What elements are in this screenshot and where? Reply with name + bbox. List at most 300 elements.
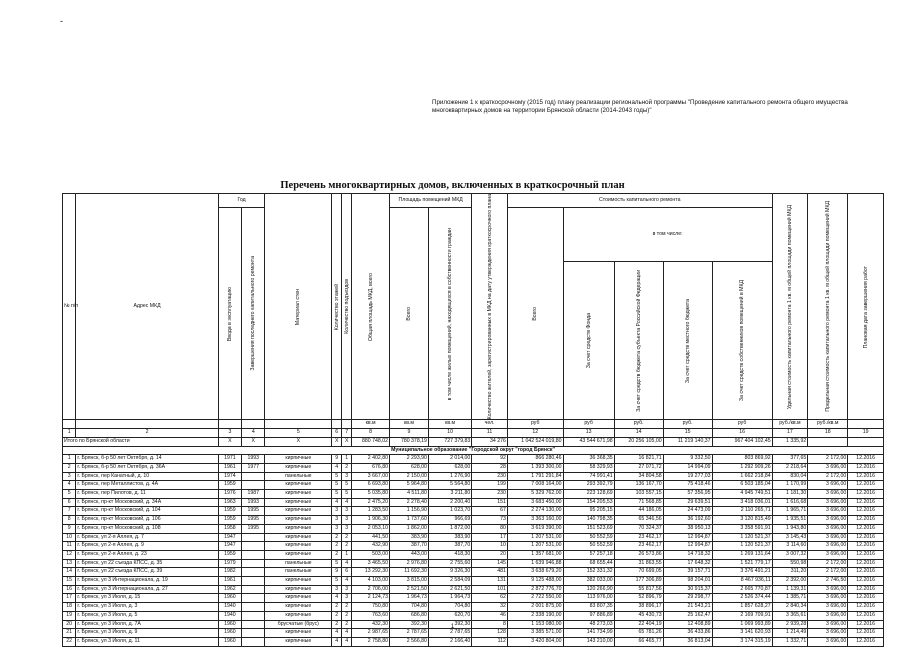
table-cell: 2 787,65: [428, 629, 471, 638]
table-cell: 71 568,85: [614, 498, 663, 507]
table-cell: 1 385,71: [772, 594, 808, 603]
table-cell: 1 964,73: [428, 594, 471, 603]
table-cell: 1940: [218, 603, 241, 612]
table-cell: 4 511,80: [390, 490, 429, 499]
table-cell: кирпичные: [265, 550, 332, 559]
table-cell: 143 210,00: [563, 637, 614, 646]
header-num: № п/п: [63, 194, 76, 420]
table-cell: 2 987,65: [352, 629, 390, 638]
table-cell: 8: [472, 620, 508, 629]
table-cell: 2 053,10: [352, 524, 390, 533]
table-cell: 3 174 315,19: [712, 637, 772, 646]
table-cell: 3 638 679,20: [507, 568, 563, 577]
table-cell: 803 869,92: [712, 455, 772, 464]
header-wall-text: Материал стен: [295, 288, 302, 325]
table-cell: 1 521 779,17: [712, 559, 772, 568]
table-cell: 1961: [218, 577, 241, 586]
table-cell: 3 696,00: [808, 463, 848, 472]
table-cell: 3 145,43: [772, 533, 808, 542]
table-cell: 66 465,77: [614, 637, 663, 646]
table-cell: 3 385 571,00: [507, 629, 563, 638]
table-cell: 11: [63, 542, 76, 551]
table-cell: 11 692,30: [390, 568, 429, 577]
table-cell: 75 418,46: [663, 481, 712, 490]
table-cell: 2: [332, 550, 342, 559]
table-cell: 65 781,26: [614, 629, 663, 638]
table-cell: 14: [63, 568, 76, 577]
unit-cell: руб.: [614, 420, 663, 429]
table-cell: 12: [63, 550, 76, 559]
table-cell: 22 404,19: [614, 620, 663, 629]
table-cell: 39 157,71: [663, 568, 712, 577]
column-number-cell: 11: [472, 429, 508, 438]
table-cell: 1 964,73: [390, 594, 429, 603]
houses-table: [62, 193, 884, 647]
table-cell: 12.2016: [848, 585, 884, 594]
table-cell: г. Брянск, пер Канатный, д. 10: [76, 472, 218, 481]
table-cell: 3: [63, 472, 76, 481]
table-cell: 17: [472, 533, 508, 542]
municipality-name: Муниципальное образование "Городской округ "город Брянск": [63, 446, 884, 455]
unit-cell: [63, 420, 76, 429]
table-cell: 3 696,00: [808, 490, 848, 499]
table-cell: [242, 577, 265, 586]
table-cell: 45 430,73: [614, 611, 663, 620]
table-cell: 1995: [242, 516, 265, 525]
table-cell: кирпичные: [265, 463, 332, 472]
table-cell: 5: [332, 490, 342, 499]
table-cell: 3: [342, 507, 352, 516]
table-cell: кирпичные: [265, 603, 332, 612]
table-cell: 676,80: [352, 463, 390, 472]
table-cell: 3: [332, 516, 342, 525]
page-number: 1: [450, 624, 455, 630]
table-cell: 377,65: [772, 455, 808, 464]
table-cell: [242, 542, 265, 551]
header-subject-budget-text: За счет средств бюджета субъекта Российской Федерации: [635, 270, 642, 412]
total-cell: 43 544 671,98: [563, 437, 614, 446]
table-cell: 36 433,86: [663, 629, 712, 638]
table-cell: 2 169 709,91: [712, 611, 772, 620]
table-cell: 9: [332, 455, 342, 464]
table-cell: г. Брянск, ул 3 Интернационала, д. 19: [76, 577, 218, 586]
table-cell: 30 915,37: [663, 585, 712, 594]
column-number-cell: 1: [63, 429, 76, 438]
table-cell: 1959: [218, 507, 241, 516]
table-cell: 392,30: [390, 620, 429, 629]
table-cell: 704,80: [428, 603, 471, 612]
table-cell: [242, 472, 265, 481]
table-cell: 74 991,41: [563, 472, 614, 481]
table-cell: 151 523,69: [563, 524, 614, 533]
table-cell: 4: [332, 594, 342, 603]
unit-cell: [242, 420, 265, 429]
table-cell: 2 293,90: [390, 455, 429, 464]
table-cell: 1979: [218, 559, 241, 568]
total-cell: X: [332, 437, 342, 446]
table-cell: панельные: [265, 472, 332, 481]
total-cell: X: [242, 437, 265, 446]
table-cell: 1 943,80: [772, 524, 808, 533]
table-cell: 12.2016: [848, 524, 884, 533]
table-cell: 1977: [242, 463, 265, 472]
municipality-row: [63, 446, 884, 455]
table-cell: 1 662 218,84: [712, 472, 772, 481]
table-cell: 3: [342, 524, 352, 533]
table-cell: [242, 594, 265, 603]
table-cell: 12.2016: [848, 620, 884, 629]
table-cell: брусчатые (брус): [265, 620, 332, 629]
unit-cell: руб: [507, 420, 563, 429]
table-cell: 1987: [242, 490, 265, 499]
table-cell: кирпичные: [265, 490, 332, 499]
header-year: Год: [218, 194, 265, 208]
table-cell: 3 696,00: [808, 629, 848, 638]
table-cell: 1 269 131,64: [712, 550, 772, 559]
table-cell: 293 392,79: [563, 481, 614, 490]
table-cell: 12 408,89: [663, 620, 712, 629]
table-cell: 1 639 946,88: [507, 559, 563, 568]
table-cell: 2 566,80: [390, 637, 429, 646]
table-cell: 44 186,05: [614, 507, 663, 516]
table-cell: 6: [63, 498, 76, 507]
column-numbers-row: [63, 429, 884, 438]
unit-cell: [265, 420, 332, 429]
table-cell: 154 205,53: [563, 498, 614, 507]
table-cell: 1 857 628,27: [712, 603, 772, 612]
table-cell: 12.2016: [848, 637, 884, 646]
table-cell: 141 734,99: [563, 629, 614, 638]
table-cell: 2 218,64: [772, 463, 808, 472]
table-cell: 5 329 762,00: [507, 490, 563, 499]
table-cell: 3 141 620,93: [712, 629, 772, 638]
table-cell: 383,90: [428, 533, 471, 542]
table-cell: 34 804,58: [614, 472, 663, 481]
table-row: [63, 481, 884, 490]
table-cell: 2 124,73: [352, 594, 390, 603]
table-cell: 12.2016: [848, 507, 884, 516]
table-cell: 1959: [218, 516, 241, 525]
header-owners: [712, 262, 772, 420]
table-cell: 1 120 521,37: [712, 533, 772, 542]
table-cell: 14 994,09: [663, 463, 712, 472]
table-cell: 103 557,15: [614, 490, 663, 499]
header-plan-date: [848, 194, 884, 420]
column-number-cell: 4: [242, 429, 265, 438]
table-cell: 3 696,00: [808, 594, 848, 603]
column-number-cell: 16: [712, 429, 772, 438]
total-row: [63, 437, 884, 446]
header-residents: [472, 194, 508, 420]
header-cost-total: [507, 208, 563, 420]
table-cell: [242, 585, 265, 594]
table-cell: 9: [63, 524, 76, 533]
table-cell: 1 292 909,26: [712, 463, 772, 472]
table-cell: 750,80: [352, 603, 390, 612]
table-cell: 2: [332, 542, 342, 551]
table-cell: 16: [63, 585, 76, 594]
table-cell: 2: [332, 620, 342, 629]
table-cell: 2 621,50: [428, 585, 471, 594]
table-cell: 3: [342, 594, 352, 603]
table-cell: 4: [332, 637, 342, 646]
table-cell: 1 120 521,37: [712, 542, 772, 551]
table-cell: панельные: [265, 559, 332, 568]
table-cell: 6 503 185,04: [712, 481, 772, 490]
table-row: [63, 559, 884, 568]
table-cell: 92: [472, 455, 508, 464]
table-row: [63, 550, 884, 559]
table-cell: 1974: [218, 472, 241, 481]
table-cell: г. Брянск, ул 3 Июля, д. 15: [76, 594, 218, 603]
table-cell: [242, 481, 265, 490]
table-cell: 23 462,17: [614, 542, 663, 551]
unit-cell: чел.: [472, 420, 508, 429]
table-cell: 152 331,32: [563, 568, 614, 577]
total-cell: X: [218, 437, 241, 446]
table-cell: 48 273,03: [563, 620, 614, 629]
document-title: Перечень многоквартирных домов, включенных в краткосрочный план: [280, 180, 625, 191]
total-cell: X: [265, 437, 332, 446]
table-cell: 1 153 080,00: [507, 620, 563, 629]
table-cell: 36 192,60: [663, 516, 712, 525]
column-number-cell: 8: [352, 429, 390, 438]
header-address: Адрес МКД: [76, 194, 218, 420]
table-cell: 2: [342, 620, 352, 629]
table-cell: 151: [472, 498, 508, 507]
table-cell: 10: [63, 533, 76, 542]
header-area-total-text: Всего: [405, 306, 412, 321]
table-cell: 2 172,00: [808, 472, 848, 481]
table-cell: 628,00: [390, 463, 429, 472]
table-cell: 432,30: [352, 620, 390, 629]
table-cell: 12.2016: [848, 516, 884, 525]
table-cell: 16 821,71: [614, 455, 663, 464]
table-cell: 70 324,37: [614, 524, 663, 533]
table-cell: 3 696,00: [808, 550, 848, 559]
header-local-budget-text: За счет средств местного бюджета: [684, 298, 691, 383]
column-number-cell: 14: [614, 429, 663, 438]
table-cell: 1959: [218, 481, 241, 490]
table-cell: [242, 637, 265, 646]
table-cell: 1 332,71: [772, 637, 808, 646]
table-cell: [242, 611, 265, 620]
table-cell: 22: [63, 637, 76, 646]
table-cell: 2: [342, 542, 352, 551]
table-cell: 3 696,00: [808, 481, 848, 490]
table-cell: 12.2016: [848, 490, 884, 499]
column-number-cell: 2: [76, 429, 218, 438]
table-row: [63, 585, 884, 594]
unit-cell: руб./кв.м: [772, 420, 808, 429]
table-cell: 686,80: [390, 611, 429, 620]
header-year-commission: [218, 208, 241, 420]
table-cell: 25 162,47: [663, 611, 712, 620]
table-row: [63, 629, 884, 638]
table-cell: 31 863,55: [614, 559, 663, 568]
total-cell: 1 335,92: [772, 437, 808, 446]
table-cell: 38 950,13: [663, 524, 712, 533]
unit-cell: [332, 420, 342, 429]
header-floors: [332, 194, 342, 420]
table-cell: г. Брянск, ул 2-я Аллея, д. 23: [76, 550, 218, 559]
table-cell: г. Брянск, ул 2-я Аллея, д. 7: [76, 533, 218, 542]
column-number-cell: 7: [342, 429, 352, 438]
table-cell: 1 791 291,84: [507, 472, 563, 481]
column-number-cell: 17: [772, 429, 808, 438]
table-cell: 383,90: [390, 533, 429, 542]
header-plan-date-text: Плановая дата завершения работ: [862, 265, 869, 348]
table-cell: 1960: [218, 620, 241, 629]
table-cell: 50 552,59: [563, 533, 614, 542]
table-cell: 2 278,40: [390, 498, 429, 507]
header-unit-cost-text: Удельная стоимость капитального ремонта 1 кв. м общей площади помещений МКД: [786, 204, 793, 409]
table-cell: г. Брянск, пер Металлистов, д. 4А: [76, 481, 218, 490]
table-cell: 21: [63, 629, 76, 638]
table-cell: 432,90: [352, 542, 390, 551]
table-cell: 3 696,00: [808, 620, 848, 629]
table-cell: 4: [332, 629, 342, 638]
table-cell: 12.2016: [848, 498, 884, 507]
unit-cell: кв.м: [352, 420, 390, 429]
header-total-area: [352, 194, 390, 420]
table-cell: 98 204,01: [663, 577, 712, 586]
table-cell: 12.2016: [848, 577, 884, 586]
total-cell: 880 748,02: [352, 437, 390, 446]
table-cell: кирпичные: [265, 533, 332, 542]
table-cell: 2 001 875,00: [507, 603, 563, 612]
table-cell: 2 758,80: [352, 637, 390, 646]
table-row: [63, 472, 884, 481]
table-cell: 46: [472, 611, 508, 620]
table-cell: 17 648,32: [663, 559, 712, 568]
header-owners-text: За счет средств собственников помещений в МКД: [739, 280, 746, 402]
table-cell: [242, 559, 265, 568]
total-cell: 1 042 524 019,80: [507, 437, 563, 446]
table-cell: 1962: [218, 585, 241, 594]
table-cell: 2: [332, 603, 342, 612]
table-cell: 3 418 036,01: [712, 498, 772, 507]
unit-cell: кв.м: [428, 420, 471, 429]
table-cell: 3 365,61: [772, 611, 808, 620]
table-cell: 19: [63, 611, 76, 620]
table-row: [63, 533, 884, 542]
table-cell: 3: [342, 585, 352, 594]
table-cell: г. Брянск, пр-кт Московский, д. 104: [76, 507, 218, 516]
column-number-cell: 9: [390, 429, 429, 438]
table-cell: 36 368,35: [563, 455, 614, 464]
table-cell: 199: [472, 481, 508, 490]
table-cell: 503,00: [352, 550, 390, 559]
table-cell: 4: [342, 637, 352, 646]
column-number-cell: 12: [507, 429, 563, 438]
table-cell: г. Брянск, пр-кт Московский, д. 108: [76, 524, 218, 533]
table-cell: 1971: [218, 455, 241, 464]
table-cell: кирпичные: [265, 481, 332, 490]
table-cell: 52 896,79: [614, 594, 663, 603]
table-cell: 3 376 491,21: [712, 568, 772, 577]
table-cell: 230: [472, 490, 508, 499]
table-cell: 3 619 390,00: [507, 524, 563, 533]
table-cell: 1940: [218, 611, 241, 620]
table-cell: 28: [472, 463, 508, 472]
table-cell: панельные: [265, 568, 332, 577]
unit-cell: [848, 420, 884, 429]
table-cell: [242, 603, 265, 612]
table-cell: 1 616,68: [772, 498, 808, 507]
table-cell: кирпичные: [265, 611, 332, 620]
table-cell: 2: [342, 611, 352, 620]
table-cell: 23 462,17: [614, 533, 663, 542]
header-incl: в том числе:: [563, 208, 772, 262]
table-cell: 3 007,32: [772, 550, 808, 559]
header-unit-cost: [772, 194, 808, 420]
table-cell: 2 172,00: [808, 568, 848, 577]
table-cell: 3: [332, 524, 342, 533]
table-cell: 27 071,72: [614, 463, 663, 472]
table-cell: 3 696,00: [808, 516, 848, 525]
table-cell: 38 896,17: [614, 603, 663, 612]
table-cell: 1995: [242, 507, 265, 516]
unit-cell: [342, 420, 352, 429]
unit-cell: руб.: [663, 420, 712, 429]
table-cell: 3 683 450,00: [507, 498, 563, 507]
table-cell: 1947: [218, 542, 241, 551]
table-cell: 3 696,00: [808, 637, 848, 646]
table-cell: 5: [342, 490, 352, 499]
table-cell: 2: [342, 603, 352, 612]
table-cell: 1 737,60: [390, 516, 429, 525]
header-cost-total-text: Всего: [532, 306, 539, 321]
total-cell: Итого по Брянской области: [63, 437, 219, 446]
table-cell: 1960: [218, 594, 241, 603]
column-number-cell: 15: [663, 429, 712, 438]
table-cell: 4: [342, 629, 352, 638]
table-row: [63, 542, 884, 551]
table-cell: 4: [342, 559, 352, 568]
table-cell: [242, 533, 265, 542]
units-row: [63, 420, 884, 429]
table-cell: 17: [63, 594, 76, 603]
table-cell: 1 965,71: [772, 507, 808, 516]
table-cell: кирпичные: [265, 629, 332, 638]
table-cell: 1 207 531,00: [507, 542, 563, 551]
column-number-cell: 5: [265, 429, 332, 438]
table-cell: 1 214,49: [772, 629, 808, 638]
table-cell: 2 755,60: [428, 559, 471, 568]
table-cell: 57 257,18: [563, 550, 614, 559]
table-cell: 5: [332, 559, 342, 568]
table-cell: 1 023,70: [428, 507, 471, 516]
table-cell: 418,30: [428, 550, 471, 559]
table-cell: 443,00: [390, 550, 429, 559]
table-cell: 8: [63, 516, 76, 525]
table-cell: 10: [472, 542, 508, 551]
table-cell: 21 543,21: [663, 603, 712, 612]
unit-cell: руб./кв.м: [808, 420, 848, 429]
table-cell: 1961: [218, 463, 241, 472]
table-cell: 2 840,34: [772, 603, 808, 612]
table-cell: 2 872 776,70: [507, 585, 563, 594]
table-cell: 1: [63, 455, 76, 464]
table-cell: [242, 550, 265, 559]
table-cell: 2 521,50: [390, 585, 429, 594]
table-cell: кирпичные: [265, 498, 332, 507]
table-cell: г. Брянск, ул 3 Июля, д. 5: [76, 611, 218, 620]
table-cell: 620,70: [428, 611, 471, 620]
column-number-cell: 6: [332, 429, 342, 438]
header-max-cost: [808, 194, 848, 420]
